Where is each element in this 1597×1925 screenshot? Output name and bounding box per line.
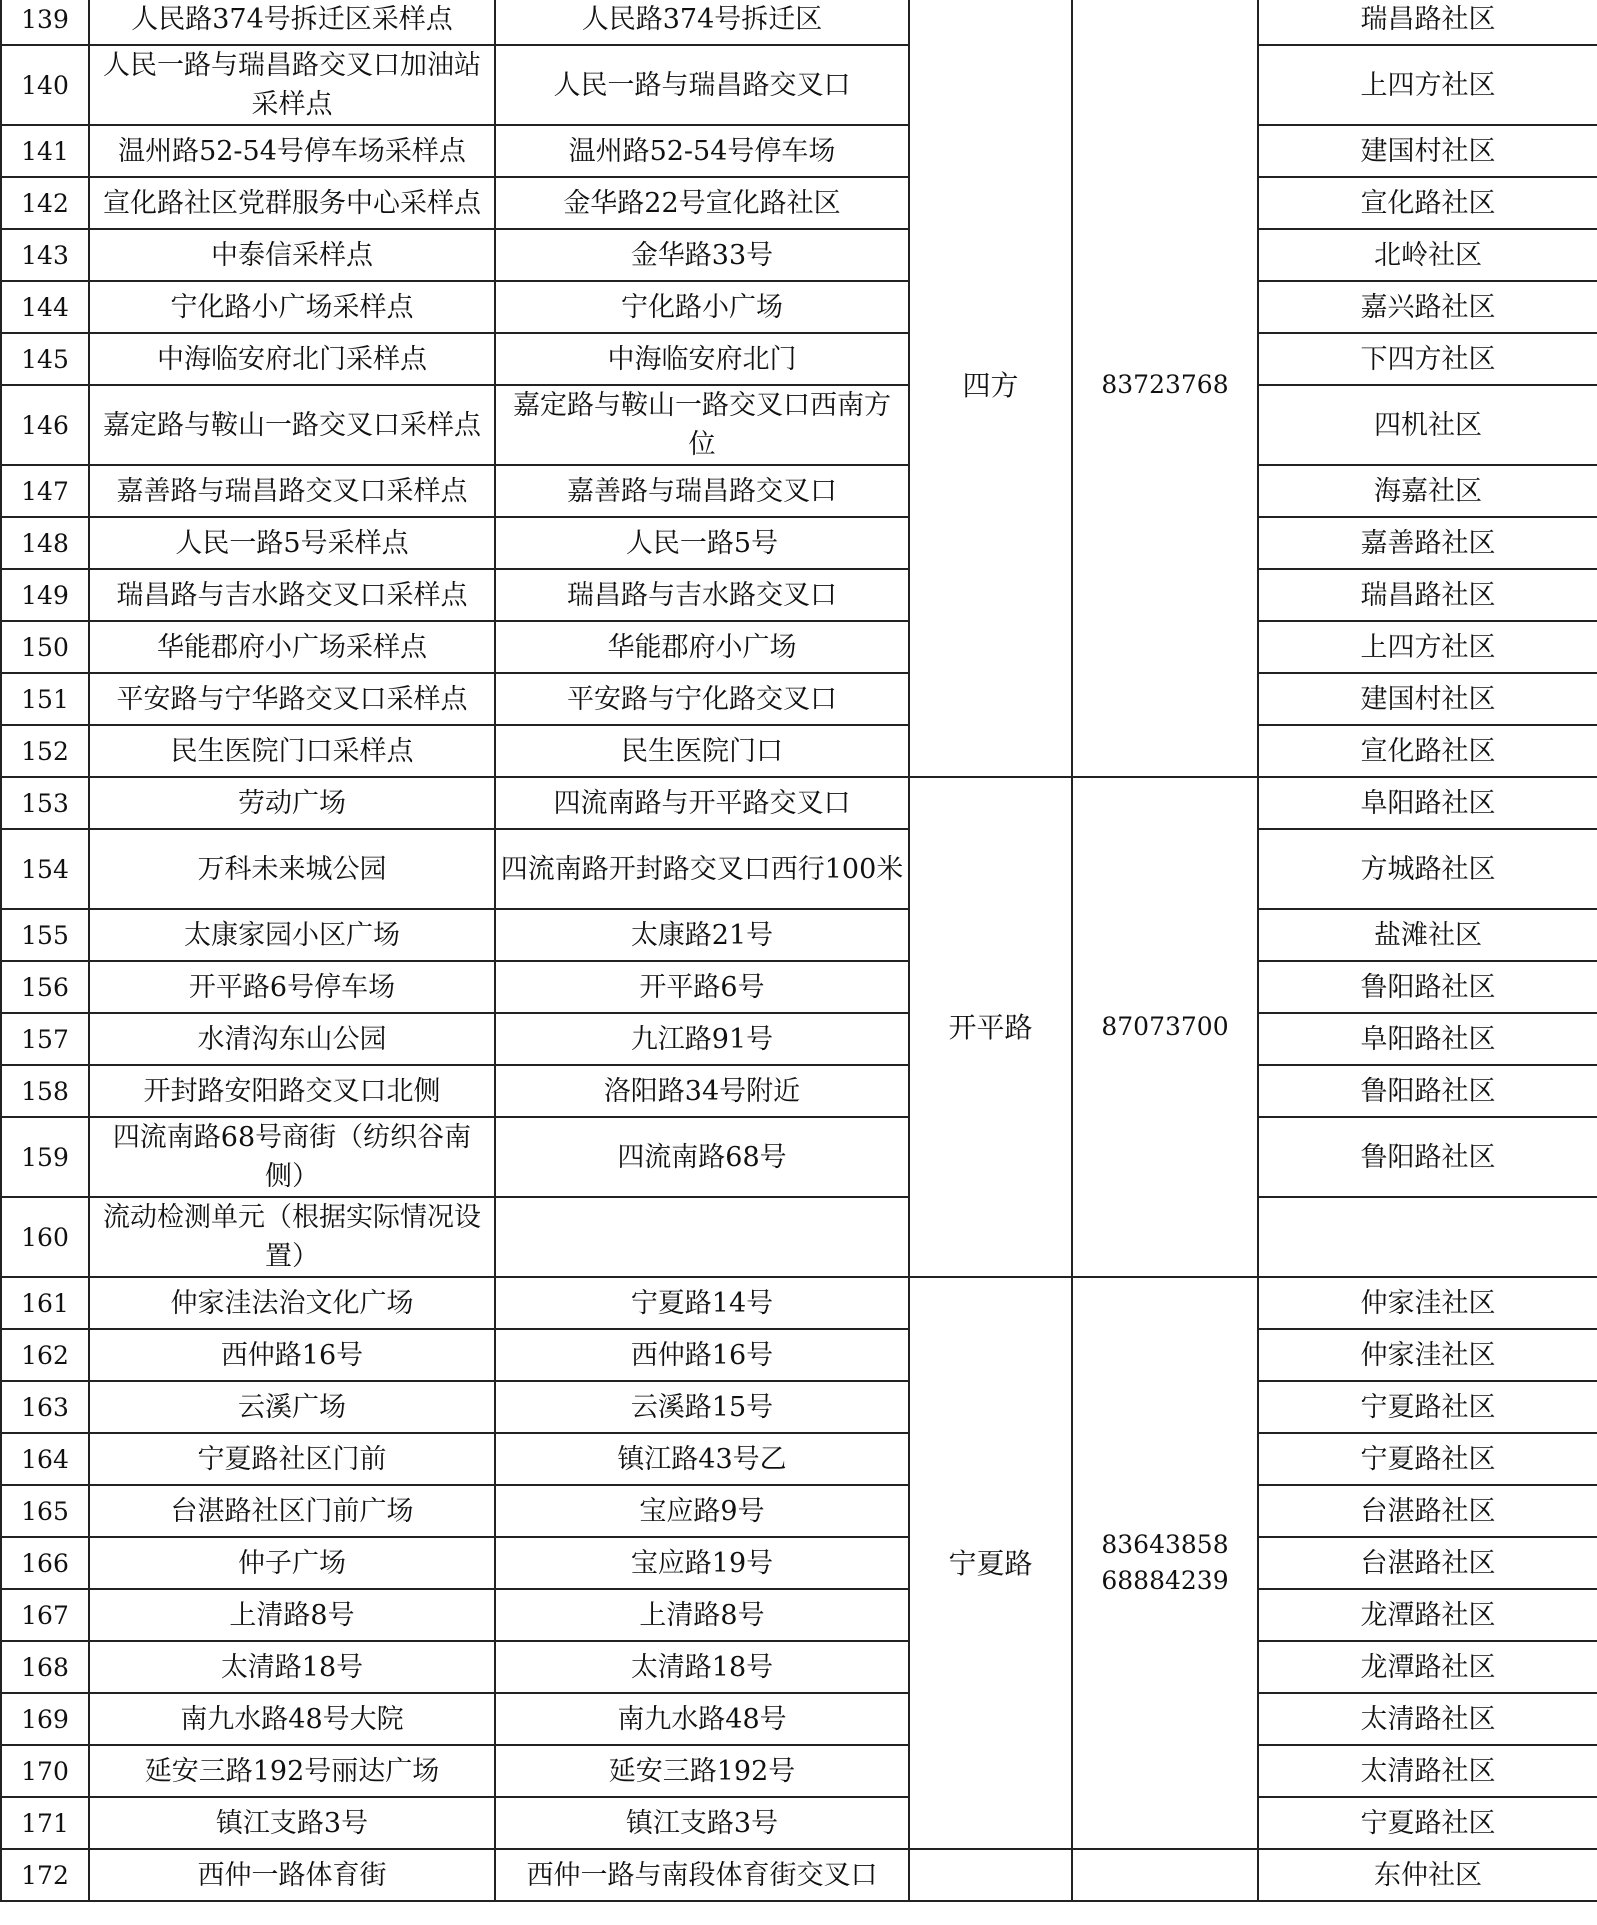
row-number-cell: 157: [1, 1013, 89, 1065]
table-row: [1, 777, 1597, 829]
row-number-cell: 154: [1, 829, 89, 909]
row-number-cell: 167: [1, 1589, 89, 1641]
address-cell: 九江路91号: [495, 1013, 909, 1065]
site-name-cell: 南九水路48号大院: [89, 1693, 495, 1745]
row-number-cell: 151: [1, 673, 89, 725]
address-cell: 四流南路与开平路交叉口: [495, 777, 909, 829]
row-number-cell: 164: [1, 1433, 89, 1485]
row-number-cell: 140: [1, 45, 89, 125]
row-number-cell: 166: [1, 1537, 89, 1589]
site-name-cell: 宁夏路社区门前: [89, 1433, 495, 1485]
table-row: [1, 1797, 1597, 1849]
community-cell: 鲁阳路社区: [1258, 961, 1597, 1013]
street-office-cell: 四方: [909, 0, 1072, 777]
site-name-cell: 水清沟东山公园: [89, 1013, 495, 1065]
address-cell: 太康路21号: [495, 909, 909, 961]
table-row: [1, 1745, 1597, 1797]
community-cell: 鲁阳路社区: [1258, 1117, 1597, 1197]
row-number-cell: 148: [1, 517, 89, 569]
address-cell: 金华路22号宣化路社区: [495, 177, 909, 229]
row-number-cell: 171: [1, 1797, 89, 1849]
row-number-cell: 146: [1, 385, 89, 465]
community-cell: 龙潭路社区: [1258, 1589, 1597, 1641]
row-number-cell: 145: [1, 333, 89, 385]
address-cell: 嘉善路与瑞昌路交叉口: [495, 465, 909, 517]
table-row: [1, 281, 1597, 333]
table-row: [1, 229, 1597, 281]
table-row: [1, 1485, 1597, 1537]
site-name-cell: 仲子广场: [89, 1537, 495, 1589]
table-body: [1, 0, 1597, 1901]
row-number-cell: 165: [1, 1485, 89, 1537]
site-name-cell: 宁化路小广场采样点: [89, 281, 495, 333]
table-row: [1, 1117, 1597, 1197]
address-cell: 镇江支路3号: [495, 1797, 909, 1849]
table-row: [1, 333, 1597, 385]
row-number-cell: 143: [1, 229, 89, 281]
contact-phone-cell: [1072, 777, 1258, 1277]
row-number-cell: 161: [1, 1277, 89, 1329]
table-row: [1, 1065, 1597, 1117]
table-row: [1, 45, 1597, 125]
address-cell: 人民一路与瑞昌路交叉口: [495, 45, 909, 125]
site-name-cell: 西仲一路体育街: [89, 1849, 495, 1901]
community-cell: 盐滩社区: [1258, 909, 1597, 961]
site-name-cell: 中海临安府北门采样点: [89, 333, 495, 385]
table-row: [1, 1013, 1597, 1065]
site-name-cell: 劳动广场: [89, 777, 495, 829]
row-number-cell: 150: [1, 621, 89, 673]
community-cell: 阜阳路社区: [1258, 1013, 1597, 1065]
community-cell: 台湛路社区: [1258, 1537, 1597, 1589]
address-cell: 南九水路48号: [495, 1693, 909, 1745]
site-name-cell: 平安路与宁华路交叉口采样点: [89, 673, 495, 725]
community-cell: 嘉善路社区: [1258, 517, 1597, 569]
site-name-cell: 民生医院门口采样点: [89, 725, 495, 777]
table-row: [1, 125, 1597, 177]
community-cell: 太清路社区: [1258, 1745, 1597, 1797]
row-number-cell: 139: [1, 0, 89, 45]
site-name-cell: 瑞昌路与吉水路交叉口采样点: [89, 569, 495, 621]
site-name-cell: 延安三路192号丽达广场: [89, 1745, 495, 1797]
row-number-cell: 158: [1, 1065, 89, 1117]
community-cell: 鲁阳路社区: [1258, 1065, 1597, 1117]
site-name-cell: 台湛路社区门前广场: [89, 1485, 495, 1537]
table-row: [1, 1329, 1597, 1381]
contact-phone: 83643858: [1101, 1530, 1229, 1559]
site-name-cell: 镇江支路3号: [89, 1797, 495, 1849]
community-cell: 宁夏路社区: [1258, 1797, 1597, 1849]
community-cell: [1258, 1197, 1597, 1277]
table-row: [1, 465, 1597, 517]
contact-phone-cell: [1072, 0, 1258, 777]
address-cell: 延安三路192号: [495, 1745, 909, 1797]
site-name-cell: 开封路安阳路交叉口北侧: [89, 1065, 495, 1117]
contact-phone: 87073700: [1101, 1012, 1229, 1041]
community-cell: 北岭社区: [1258, 229, 1597, 281]
table-row: [1, 1277, 1597, 1329]
row-number-cell: 155: [1, 909, 89, 961]
street-office-cell: [909, 1849, 1072, 1901]
row-number-cell: 149: [1, 569, 89, 621]
site-name-cell: 西仲路16号: [89, 1329, 495, 1381]
table-row: [1, 909, 1597, 961]
address-cell: 镇江路43号乙: [495, 1433, 909, 1485]
row-number-cell: 156: [1, 961, 89, 1013]
site-name-cell: 云溪广场: [89, 1381, 495, 1433]
row-number-cell: 169: [1, 1693, 89, 1745]
table-row: [1, 1197, 1597, 1277]
site-name-cell: 中泰信采样点: [89, 229, 495, 281]
address-cell: 平安路与宁化路交叉口: [495, 673, 909, 725]
address-cell: 西仲一路与南段体育街交叉口: [495, 1849, 909, 1901]
address-cell: 洛阳路34号附近: [495, 1065, 909, 1117]
row-number-cell: 160: [1, 1197, 89, 1277]
community-cell: 下四方社区: [1258, 333, 1597, 385]
community-cell: 上四方社区: [1258, 621, 1597, 673]
street-office-cell: 开平路: [909, 777, 1072, 1277]
address-cell: [495, 1197, 909, 1277]
community-cell: 太清路社区: [1258, 1693, 1597, 1745]
address-cell: 太清路18号: [495, 1641, 909, 1693]
community-cell: 宁夏路社区: [1258, 1381, 1597, 1433]
site-name-cell: 华能郡府小广场采样点: [89, 621, 495, 673]
address-cell: 中海临安府北门: [495, 333, 909, 385]
site-name-cell: 上清路8号: [89, 1589, 495, 1641]
community-cell: 阜阳路社区: [1258, 777, 1597, 829]
table-row: [1, 385, 1597, 465]
table-row: [1, 1537, 1597, 1589]
site-name-cell: 四流南路68号商街（纺织谷南侧）: [89, 1117, 495, 1197]
community-cell: 四机社区: [1258, 385, 1597, 465]
table-row: [1, 961, 1597, 1013]
community-cell: 嘉兴路社区: [1258, 281, 1597, 333]
address-cell: 瑞昌路与吉水路交叉口: [495, 569, 909, 621]
address-cell: 云溪路15号: [495, 1381, 909, 1433]
site-name-cell: 太清路18号: [89, 1641, 495, 1693]
address-cell: 四流南路开封路交叉口西行100米: [495, 829, 909, 909]
contact-phone-cell: [1072, 1277, 1258, 1849]
community-cell: 上四方社区: [1258, 45, 1597, 125]
address-cell: 民生医院门口: [495, 725, 909, 777]
address-cell: 温州路52-54号停车场: [495, 125, 909, 177]
community-cell: 瑞昌路社区: [1258, 0, 1597, 45]
address-cell: 开平路6号: [495, 961, 909, 1013]
address-cell: 四流南路68号: [495, 1117, 909, 1197]
site-name-cell: 开平路6号停车场: [89, 961, 495, 1013]
address-cell: 宝应路9号: [495, 1485, 909, 1537]
table-row: [1, 621, 1597, 673]
community-cell: 台湛路社区: [1258, 1485, 1597, 1537]
community-cell: 建国村社区: [1258, 673, 1597, 725]
address-cell: 金华路33号: [495, 229, 909, 281]
site-name-cell: 嘉定路与鞍山一路交叉口采样点: [89, 385, 495, 465]
community-cell: 海嘉社区: [1258, 465, 1597, 517]
community-cell: 宣化路社区: [1258, 177, 1597, 229]
address-cell: 上清路8号: [495, 1589, 909, 1641]
community-cell: 方城路社区: [1258, 829, 1597, 909]
table-row: [1, 1589, 1597, 1641]
address-cell: 宝应路19号: [495, 1537, 909, 1589]
site-name-cell: 太康家园小区广场: [89, 909, 495, 961]
row-number-cell: 142: [1, 177, 89, 229]
community-cell: 东仲社区: [1258, 1849, 1597, 1901]
table-row: [1, 829, 1597, 909]
community-cell: 宁夏路社区: [1258, 1433, 1597, 1485]
community-cell: 仲家洼社区: [1258, 1329, 1597, 1381]
site-name-cell: 人民一路与瑞昌路交叉口加油站采样点: [89, 45, 495, 125]
row-number-cell: 144: [1, 281, 89, 333]
contact-phone: 83723768: [1101, 370, 1229, 399]
table-row: [1, 1381, 1597, 1433]
table-row: [1, 177, 1597, 229]
community-cell: 建国村社区: [1258, 125, 1597, 177]
address-cell: 嘉定路与鞍山一路交叉口西南方位: [495, 385, 909, 465]
row-number-cell: 141: [1, 125, 89, 177]
site-name-cell: 人民一路5号采样点: [89, 517, 495, 569]
address-cell: 华能郡府小广场: [495, 621, 909, 673]
table-row: [1, 1641, 1597, 1693]
community-cell: 仲家洼社区: [1258, 1277, 1597, 1329]
table-row: [1, 1433, 1597, 1485]
table-row: [1, 0, 1597, 45]
table-row: [1, 725, 1597, 777]
row-number-cell: 163: [1, 1381, 89, 1433]
community-cell: 瑞昌路社区: [1258, 569, 1597, 621]
street-office-cell: 宁夏路: [909, 1277, 1072, 1849]
contact-phone-secondary: 68884239: [1101, 1566, 1229, 1595]
site-name-cell: 温州路52-54号停车场采样点: [89, 125, 495, 177]
row-number-cell: 170: [1, 1745, 89, 1797]
row-number-cell: 162: [1, 1329, 89, 1381]
row-number-cell: 147: [1, 465, 89, 517]
community-cell: 宣化路社区: [1258, 725, 1597, 777]
row-number-cell: 168: [1, 1641, 89, 1693]
row-number-cell: 172: [1, 1849, 89, 1901]
table-row: [1, 1693, 1597, 1745]
table-row: [1, 569, 1597, 621]
table-row: [1, 517, 1597, 569]
address-cell: 人民一路5号: [495, 517, 909, 569]
site-name-cell: 嘉善路与瑞昌路交叉口采样点: [89, 465, 495, 517]
site-name-cell: 万科未来城公园: [89, 829, 495, 909]
address-cell: 宁夏路14号: [495, 1277, 909, 1329]
contact-phone-cell: [1072, 1849, 1258, 1901]
address-cell: 西仲路16号: [495, 1329, 909, 1381]
site-name-cell: 仲家洼法治文化广场: [89, 1277, 495, 1329]
address-cell: 宁化路小广场: [495, 281, 909, 333]
row-number-cell: 153: [1, 777, 89, 829]
address-cell: 人民路374号拆迁区: [495, 0, 909, 45]
site-name-cell: 人民路374号拆迁区采样点: [89, 0, 495, 45]
table-row: [1, 673, 1597, 725]
table-row: [1, 1849, 1597, 1901]
site-name-cell: 流动检测单元（根据实际情况设置）: [89, 1197, 495, 1277]
row-number-cell: 152: [1, 725, 89, 777]
site-name-cell: 宣化路社区党群服务中心采样点: [89, 177, 495, 229]
row-number-cell: 159: [1, 1117, 89, 1197]
community-cell: 龙潭路社区: [1258, 1641, 1597, 1693]
